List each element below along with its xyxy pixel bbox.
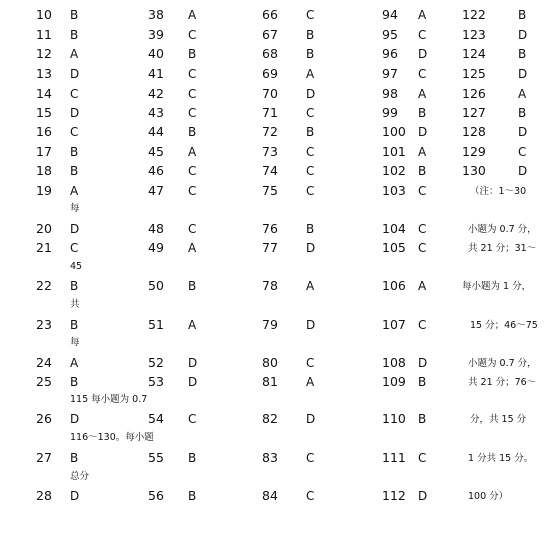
question-number: 48 (148, 221, 164, 236)
answer-letter: B (70, 451, 79, 465)
answer-letter: A (306, 375, 315, 389)
answer-letter: C (188, 184, 197, 198)
answer-letter: B (518, 47, 527, 61)
question-number: 24 (36, 355, 52, 370)
question-number: 94 (382, 7, 398, 22)
answer-letter: A (306, 67, 315, 81)
question-number: 108 (382, 355, 406, 370)
answer-letter: A (70, 184, 79, 198)
answer-letter: D (306, 87, 316, 101)
question-number: 81 (262, 374, 278, 389)
scoring-note-fragment: 总分 (70, 471, 90, 482)
question-number: 40 (148, 46, 164, 61)
answer-letter: B (418, 412, 427, 426)
answer-letter: D (306, 318, 316, 332)
answer-letter: A (518, 87, 527, 101)
scoring-note: 分，共 15 分 (470, 414, 527, 425)
scoring-note-fragment: 115 每小题为 0.7 (70, 394, 148, 405)
answer-letter: C (70, 125, 79, 139)
answer-letter: D (418, 47, 428, 61)
question-number: 25 (36, 374, 52, 389)
answer-letter: A (70, 47, 79, 61)
question-number: 95 (382, 27, 398, 42)
question-number: 71 (262, 105, 278, 120)
answer-letter: A (418, 279, 427, 293)
question-number: 50 (148, 278, 164, 293)
answer-letter: A (188, 241, 197, 255)
answer-letter: B (70, 375, 79, 389)
answer-letter: D (70, 489, 80, 503)
question-number: 96 (382, 46, 398, 61)
answer-letter: C (188, 28, 197, 42)
question-number: 43 (148, 105, 164, 120)
answer-letter: A (188, 318, 197, 332)
question-number: 27 (36, 450, 52, 465)
question-number: 80 (262, 355, 278, 370)
answer-letter: C (188, 87, 197, 101)
answer-letter: D (418, 125, 428, 139)
answer-letter: C (418, 318, 427, 332)
question-number: 21 (36, 240, 52, 255)
question-number: 14 (36, 86, 52, 101)
scoring-note-fragment: 45 (70, 261, 83, 272)
answer-letter: D (70, 222, 80, 236)
answer-letter: B (188, 47, 197, 61)
question-number: 126 (462, 86, 486, 101)
question-number: 23 (36, 317, 52, 332)
answer-letter: C (306, 106, 315, 120)
question-number: 55 (148, 450, 164, 465)
question-number: 17 (36, 144, 52, 159)
question-number: 100 (382, 124, 406, 139)
answer-letter: B (418, 375, 427, 389)
question-number: 78 (262, 278, 278, 293)
answer-letter: C (418, 451, 427, 465)
answer-letter: C (70, 87, 79, 101)
answer-letter: D (70, 67, 80, 81)
answer-letter: C (188, 222, 197, 236)
answer-letter: D (418, 356, 428, 370)
scoring-note: 小题为 0.7 分， (468, 224, 537, 235)
answer-letter: B (70, 318, 79, 332)
question-number: 28 (36, 488, 52, 503)
question-number: 107 (382, 317, 406, 332)
question-number: 46 (148, 163, 164, 178)
question-number: 68 (262, 46, 278, 61)
answer-letter: A (188, 145, 197, 159)
question-number: 123 (462, 27, 486, 42)
question-number: 12 (36, 46, 52, 61)
answer-letter: B (188, 489, 197, 503)
question-number: 20 (36, 221, 52, 236)
question-number: 45 (148, 144, 164, 159)
question-number: 66 (262, 7, 278, 22)
answer-letter: B (418, 164, 427, 178)
answer-letter: D (70, 106, 80, 120)
question-number: 127 (462, 105, 486, 120)
scoring-note: 每小题为 1 分， (462, 281, 532, 292)
answer-letter: B (70, 8, 79, 22)
question-number: 13 (36, 66, 52, 81)
question-number: 112 (382, 488, 406, 503)
question-number: 22 (36, 278, 52, 293)
answer-letter: B (418, 106, 427, 120)
question-number: 44 (148, 124, 164, 139)
question-number: 109 (382, 374, 406, 389)
question-number: 122 (462, 7, 486, 22)
answer-letter: C (188, 164, 197, 178)
answer-letter: B (306, 28, 315, 42)
answer-letter: C (306, 164, 315, 178)
answer-letter: B (188, 451, 197, 465)
answer-letter: B (70, 145, 79, 159)
answer-letter: C (418, 184, 427, 198)
answer-letter: C (418, 28, 427, 42)
question-number: 10 (36, 7, 52, 22)
scoring-note: 100 分） (468, 491, 509, 502)
answer-letter: B (70, 164, 79, 178)
answer-letter: A (418, 145, 427, 159)
answer-letter: D (518, 67, 528, 81)
answer-letter: D (70, 412, 80, 426)
answer-letter: D (518, 164, 528, 178)
answer-letter: A (418, 8, 427, 22)
question-number: 129 (462, 144, 486, 159)
answer-letter: C (518, 145, 527, 159)
question-number: 70 (262, 86, 278, 101)
question-number: 49 (148, 240, 164, 255)
answer-letter: C (418, 222, 427, 236)
answer-letter: A (418, 87, 427, 101)
question-number: 38 (148, 7, 164, 22)
scoring-note: 小题为 0.7 分， (468, 358, 537, 369)
question-number: 26 (36, 411, 52, 426)
answer-letter: A (306, 279, 315, 293)
question-number: 39 (148, 27, 164, 42)
answer-letter: D (188, 375, 198, 389)
question-number: 67 (262, 27, 278, 42)
answer-letter: D (518, 125, 528, 139)
answer-letter: D (188, 356, 198, 370)
question-number: 19 (36, 183, 52, 198)
answer-letter: C (306, 145, 315, 159)
question-number: 52 (148, 355, 164, 370)
answer-letter: B (518, 106, 527, 120)
scoring-note: 1 分共 15 分。 (468, 453, 534, 464)
question-number: 16 (36, 124, 52, 139)
question-number: 103 (382, 183, 406, 198)
answer-letter: C (306, 451, 315, 465)
answer-letter: C (306, 356, 315, 370)
answer-letter: B (188, 279, 197, 293)
question-number: 105 (382, 240, 406, 255)
answer-letter: C (188, 412, 197, 426)
question-number: 73 (262, 144, 278, 159)
question-number: 54 (148, 411, 164, 426)
answer-letter: C (306, 8, 315, 22)
question-number: 111 (382, 450, 406, 465)
question-number: 128 (462, 124, 486, 139)
answer-letter: A (70, 356, 79, 370)
question-number: 18 (36, 163, 52, 178)
answer-letter: D (306, 241, 316, 255)
question-number: 76 (262, 221, 278, 236)
question-number: 130 (462, 163, 486, 178)
question-number: 125 (462, 66, 486, 81)
question-number: 15 (36, 105, 52, 120)
scoring-note-fragment: 每 (70, 337, 80, 348)
scoring-note-fragment: 116～130。每小题 (70, 432, 154, 443)
question-number: 82 (262, 411, 278, 426)
question-number: 53 (148, 374, 164, 389)
question-number: 106 (382, 278, 406, 293)
answer-letter: B (188, 125, 197, 139)
question-number: 56 (148, 488, 164, 503)
question-number: 98 (382, 86, 398, 101)
question-number: 41 (148, 66, 164, 81)
answer-letter: C (306, 489, 315, 503)
question-number: 101 (382, 144, 406, 159)
question-number: 47 (148, 183, 164, 198)
answer-letter: C (188, 106, 197, 120)
answer-letter: B (306, 222, 315, 236)
question-number: 84 (262, 488, 278, 503)
question-number: 77 (262, 240, 278, 255)
answer-letter: D (518, 28, 528, 42)
scoring-note: 共 21 分；76～ (468, 377, 537, 388)
question-number: 124 (462, 46, 486, 61)
question-number: 11 (36, 27, 52, 42)
question-number: 79 (262, 317, 278, 332)
question-number: 72 (262, 124, 278, 139)
question-number: 102 (382, 163, 406, 178)
question-number: 104 (382, 221, 406, 236)
answer-letter: D (306, 412, 316, 426)
question-number: 83 (262, 450, 278, 465)
scoring-note-fragment: 共 (70, 299, 80, 310)
answer-letter: A (188, 8, 197, 22)
question-number: 75 (262, 183, 278, 198)
question-number: 97 (382, 66, 398, 81)
answer-letter: B (306, 47, 315, 61)
answer-letter: D (418, 489, 428, 503)
answer-letter: C (188, 67, 197, 81)
question-number: 99 (382, 105, 398, 120)
question-number: 74 (262, 163, 278, 178)
question-number: 42 (148, 86, 164, 101)
answer-letter: C (418, 67, 427, 81)
scoring-note-fragment: 每 (70, 203, 80, 214)
answer-letter: C (306, 184, 315, 198)
scoring-note: （注：1～30 (470, 186, 527, 197)
answer-letter: B (306, 125, 315, 139)
question-number: 110 (382, 411, 406, 426)
question-number: 69 (262, 66, 278, 81)
scoring-note: 15 分；46～75 (470, 320, 538, 331)
scoring-note: 共 21 分；31～ (468, 243, 537, 254)
question-number: 51 (148, 317, 164, 332)
answer-letter: C (70, 241, 79, 255)
answer-letter: B (70, 28, 79, 42)
answer-letter: B (518, 8, 527, 22)
answer-letter: B (70, 279, 79, 293)
answer-letter: C (418, 241, 427, 255)
